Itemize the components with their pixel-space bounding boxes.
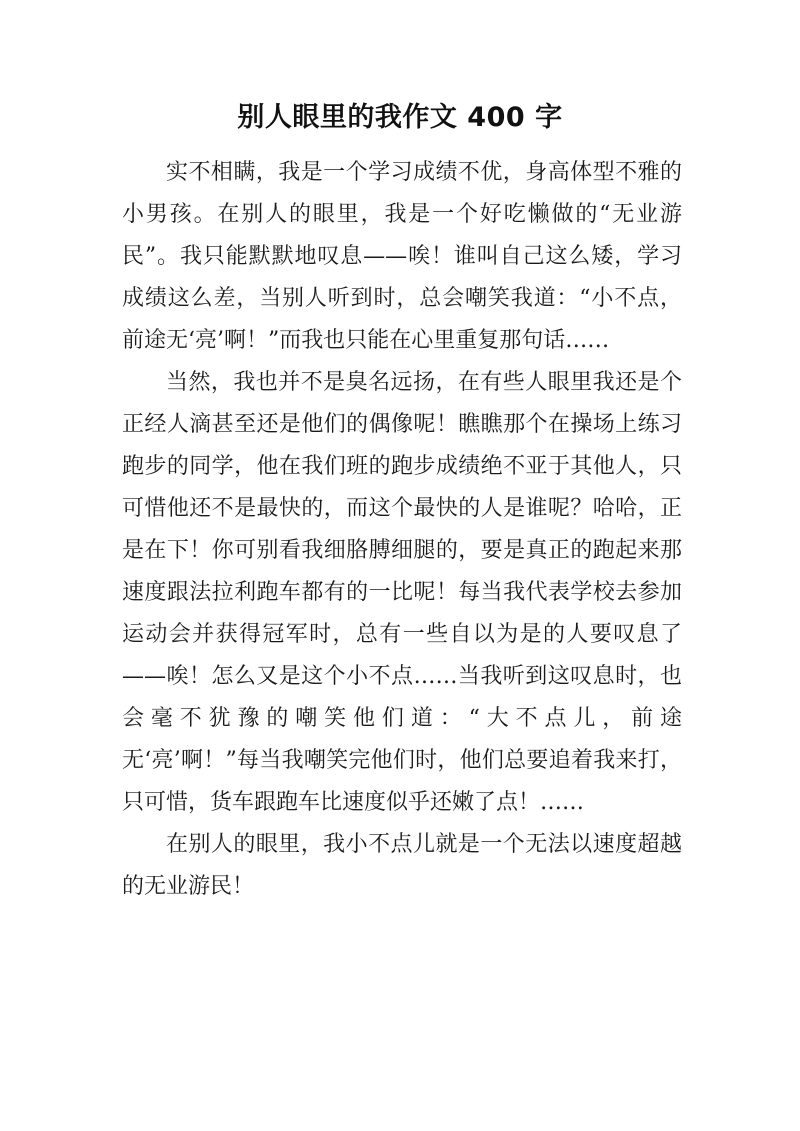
document-body bbox=[122, 152, 682, 908]
document-title: 别人眼里的我作文 400 字 bbox=[237, 102, 563, 133]
paragraph: 在别人的眼里，我小不点儿就是一个无法以速度超越的无业游民！ bbox=[122, 832, 682, 899]
paragraph: 当然，我也并不是臭名远扬，在有些人眼里我还是个正经人滴甚至还是他们的偶像呢！瞧瞧那个在操场上练习跑步的同学，他在我们班的跑步成绩绝不亚于其他人，只可惜他还不是最快的，而这个最快的人是谁呢？哈哈，正是在下！你可别看我细胳膊细腿的，要是真正的跑起来那速度跟法拉利跑车都有的一比呢！每当我代表学校去参加运动会并获得冠军时，总有一些自以为是的人要叹息了——唉！怎么又是这个小不点……当我听到这叹息时，也会毫不犹豫的嘲笑他们道：“大不点儿，前途无‘亮’啊！”每当我嘲笑完他们时，他们总要追着我来打，只可惜，货车跟跑车比速度似乎还嫩了点！…… bbox=[122, 370, 682, 815]
paragraph: 实不相瞒，我是一个学习成绩不优，身高体型不雅的小男孩。在别人的眼里，我是一个好吃懒做的“无业游民”。我只能默默地叹息——唉！谁叫自己这么矮，学习成绩这么差，当别人听到时，总会嘲笑我道：“小不点，前途无‘亮’啊！”而我也只能在心里重复那句话…… bbox=[122, 160, 682, 353]
